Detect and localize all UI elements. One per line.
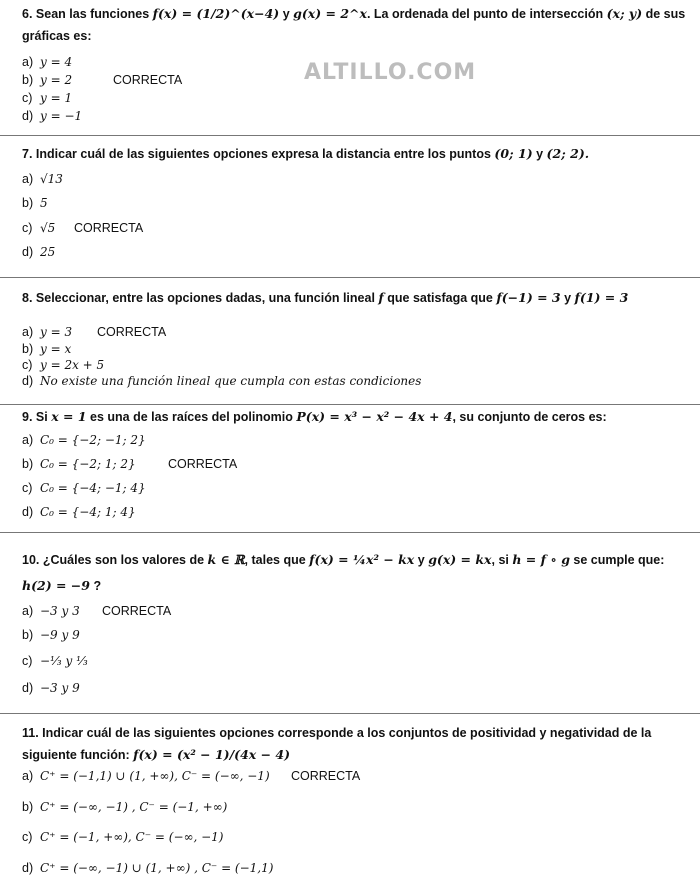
- option-11c: [22, 830, 224, 844]
- question-number: 7.: [22, 147, 33, 161]
- question-text: Sean las funciones: [35, 7, 150, 21]
- option-label: b): [22, 628, 34, 642]
- option-6d: [22, 109, 82, 123]
- option-label: b): [22, 196, 34, 210]
- option-6b: [22, 73, 72, 87]
- option-value: 25: [40, 245, 56, 259]
- correct-marker: CORRECTA: [168, 457, 238, 471]
- option-value: y = 2x + 5: [40, 358, 105, 372]
- question-text: y: [282, 7, 290, 21]
- math-expression: f(x) = (1/2)^(x−4): [152, 6, 280, 21]
- math-expression: P(x) = x³ − x² − 4x + 4: [296, 409, 453, 424]
- math-expression: h(2) = −9: [22, 578, 90, 593]
- option-value: C⁺ = (−1, +∞), C⁻ = (−∞, −1): [40, 830, 224, 844]
- question-text: que satisfaga que: [387, 291, 493, 305]
- option-label: a): [22, 172, 34, 186]
- correct-marker: CORRECTA: [74, 221, 144, 235]
- option-9a: [22, 433, 146, 447]
- option-label: b): [22, 800, 34, 814]
- option-value: −3 y 3: [40, 604, 80, 618]
- option-label: a): [22, 433, 34, 447]
- option-value: −⅓ y ⅓: [40, 654, 88, 668]
- option-label: c): [22, 830, 33, 844]
- math-expression: f(1) = 3: [574, 290, 629, 305]
- option-value: C₀ = {−2; −1; 2}: [40, 433, 146, 447]
- question-11-text: [22, 722, 694, 766]
- option-value: y = x: [40, 342, 72, 356]
- option-label: b): [22, 342, 34, 356]
- question-text: Indicar cuál de las siguientes opciones expresa la distancia entre los puntos: [35, 147, 491, 161]
- option-value: C₀ = {−2; 1; 2}: [40, 457, 136, 471]
- option-8a: [22, 325, 72, 339]
- option-value: −9 y 9: [40, 628, 80, 642]
- question-6-text: [22, 3, 694, 47]
- option-label: a): [22, 604, 34, 618]
- option-8b: [22, 342, 71, 356]
- divider: [0, 532, 700, 533]
- option-label: a): [22, 769, 34, 783]
- option-value: y = 3: [40, 325, 73, 339]
- option-value: √5: [40, 221, 56, 235]
- option-value: −3 y 9: [40, 681, 80, 695]
- question-text: Seleccionar, entre las opciones dadas, una función lineal: [35, 291, 375, 305]
- question-text: . La ordenada del punto de intersección: [366, 7, 604, 21]
- option-label: d): [22, 505, 34, 519]
- correct-marker: CORRECTA: [291, 769, 361, 783]
- math-expression: x = 1: [51, 409, 87, 424]
- option-label: b): [22, 73, 34, 87]
- option-7a: [22, 172, 63, 186]
- math-expression: f(x) = ¼x² − kx: [309, 552, 415, 567]
- math-expression: k ∈ ℝ: [207, 552, 245, 567]
- option-7d: [22, 245, 55, 259]
- math-expression: (0; 1): [494, 146, 533, 161]
- option-label: c): [22, 91, 33, 105]
- question-text: se cumple que:: [573, 553, 665, 567]
- option-value: √13: [40, 172, 63, 186]
- option-10a: [22, 604, 80, 618]
- option-label: d): [22, 245, 34, 259]
- option-value: C⁺ = (−∞, −1) ∪ (1, +∞) , C⁻ = (−1,1): [40, 861, 274, 875]
- option-label: c): [22, 654, 33, 668]
- divider: [0, 713, 700, 714]
- option-label: c): [22, 358, 33, 372]
- question-text: , tales que: [244, 553, 306, 567]
- question-text: Indicar cuál de las siguientes opciones corresponde a los conjuntos de positividad y negatividad de la siguiente función:: [22, 726, 652, 762]
- question-8-text: [22, 287, 694, 309]
- option-label: d): [22, 374, 34, 388]
- math-expression: g(x) = kx: [428, 552, 492, 567]
- math-expression: h = f ∘ g: [512, 552, 570, 567]
- option-9c: [22, 481, 146, 495]
- question-text: y: [536, 147, 544, 161]
- question-text: ¿Cuáles son los valores de: [42, 553, 205, 567]
- option-6a: [22, 55, 72, 69]
- option-value: y = 4: [40, 55, 73, 69]
- option-10d: [22, 681, 80, 695]
- option-8d: [22, 374, 421, 388]
- option-11b: [22, 800, 227, 814]
- option-value: No existe una función lineal que cumpla con estas condiciones: [40, 374, 422, 388]
- option-value: C₀ = {−4; −1; 4}: [40, 481, 146, 495]
- option-7b: [22, 196, 48, 210]
- question-number: 8.: [22, 291, 33, 305]
- question-text: de sus gráficas es:: [22, 7, 686, 43]
- option-8c: [22, 358, 104, 372]
- option-value: y = −1: [40, 109, 83, 123]
- option-6c: [22, 91, 72, 105]
- option-value: C⁺ = (−1,1) ∪ (1, +∞), C⁻ = (−∞, −1): [40, 769, 270, 783]
- option-11d: [22, 861, 273, 875]
- correct-marker: CORRECTA: [97, 325, 167, 339]
- option-label: d): [22, 109, 34, 123]
- option-value: y = 1: [40, 91, 73, 105]
- question-text: , su conjunto de ceros es:: [452, 410, 607, 424]
- correct-marker: CORRECTA: [102, 604, 172, 618]
- option-10c: [22, 654, 88, 668]
- option-value: C₀ = {−4; 1; 4}: [40, 505, 136, 519]
- question-number: 11.: [22, 726, 39, 740]
- question-text: y: [417, 553, 425, 567]
- question-text: y: [564, 291, 572, 305]
- option-value: y = 2: [40, 73, 73, 87]
- question-text: Si: [35, 410, 48, 424]
- option-11a: [22, 769, 270, 783]
- math-expression: f(−1) = 3: [496, 290, 561, 305]
- option-label: d): [22, 681, 34, 695]
- watermark: ALTILLO.COM: [304, 60, 477, 85]
- question-text: es una de las raíces del polinomio: [90, 410, 293, 424]
- option-label: c): [22, 481, 33, 495]
- option-9b: [22, 457, 136, 471]
- option-label: a): [22, 325, 34, 339]
- math-expression: f: [378, 290, 384, 305]
- question-number: 9.: [22, 410, 33, 424]
- math-expression: f(x) = (x² − 1)/(4x − 4): [133, 747, 291, 762]
- option-value: C⁺ = (−∞, −1) , C⁻ = (−1, +∞): [40, 800, 228, 814]
- question-text: ?: [93, 579, 102, 593]
- option-label: b): [22, 457, 34, 471]
- correct-marker: CORRECTA: [113, 73, 183, 87]
- question-10-text: [22, 547, 694, 599]
- math-expression: (x; y): [606, 6, 643, 21]
- option-10b: [22, 628, 80, 642]
- question-text: , si: [491, 553, 509, 567]
- option-value: 5: [40, 196, 48, 210]
- option-label: a): [22, 55, 34, 69]
- question-7-text: [22, 143, 694, 165]
- math-expression: (2; 2).: [546, 146, 590, 161]
- math-expression: g(x) = 2^x: [293, 6, 367, 21]
- divider: [0, 135, 700, 136]
- divider: [0, 277, 700, 278]
- divider: [0, 404, 700, 405]
- option-9d: [22, 505, 136, 519]
- question-9-text: [22, 406, 694, 428]
- option-label: d): [22, 861, 34, 875]
- question-number: 10.: [22, 553, 40, 567]
- option-label: c): [22, 221, 33, 235]
- option-7c: [22, 221, 55, 235]
- question-number: 6.: [22, 7, 33, 21]
